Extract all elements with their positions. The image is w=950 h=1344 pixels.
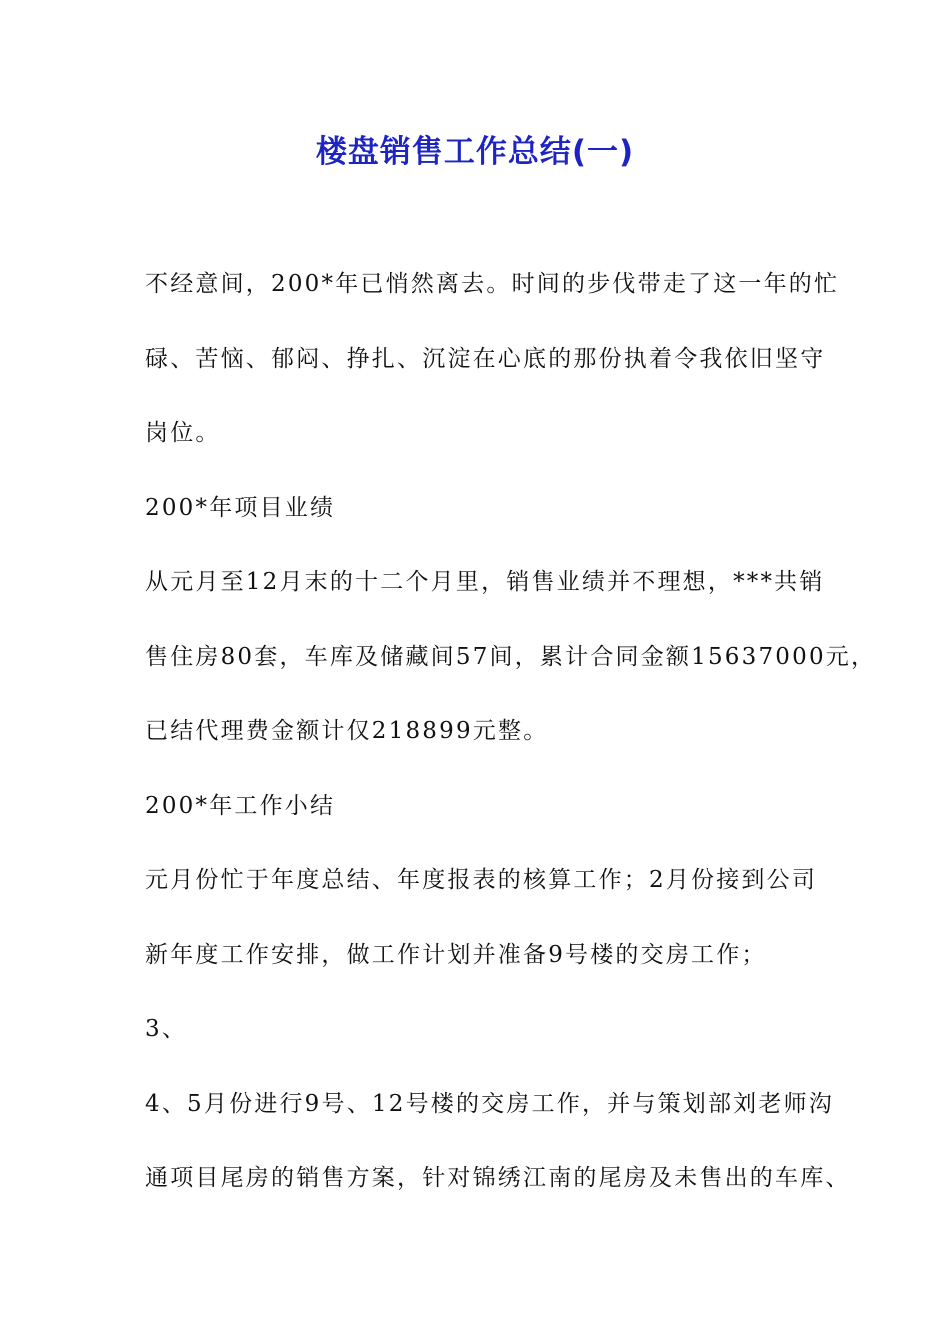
paragraph-line: 元月份忙于年度总结、年度报表的核算工作；2月份接到公司: [145, 867, 818, 893]
paragraph-line: 通项目尾房的销售方案，针对锦绣江南的尾房及未售出的车库、: [145, 1165, 851, 1191]
paragraph-line: 不经意间，200*年已悄然离去。时间的步伐带走了这一年的忙: [145, 271, 840, 297]
paragraph-line: 已结代理费金额计仅218899元整。: [145, 718, 549, 744]
paragraph-line: 4、5月份进行9号、12号楼的交房工作，并与策划部刘老师沟: [145, 1090, 834, 1117]
section-heading: 200*年工作小结: [145, 792, 336, 819]
paragraph-line: 售住房80套，车库及储藏间57间，累计合同金额15637000元，: [145, 643, 877, 670]
paragraph-line: 从元月至12月末的十二个月里，销售业绩并不理想，***共销: [145, 569, 825, 595]
document-title: 楼盘销售工作总结(一): [315, 134, 635, 170]
paragraph-line: 岗位。: [145, 420, 221, 446]
paragraph-line: 3、: [145, 1016, 188, 1042]
section-heading: 200*年项目业绩: [145, 494, 336, 521]
document-body: [145, 259, 877, 1228]
paragraph-line: 碌、苦恼、郁闷、挣扎、沉淀在心底的那份执着令我依旧坚守: [145, 345, 826, 372]
paragraph-line: 新年度工作安排，做工作计划并准备9号楼的交房工作；: [145, 941, 767, 968]
